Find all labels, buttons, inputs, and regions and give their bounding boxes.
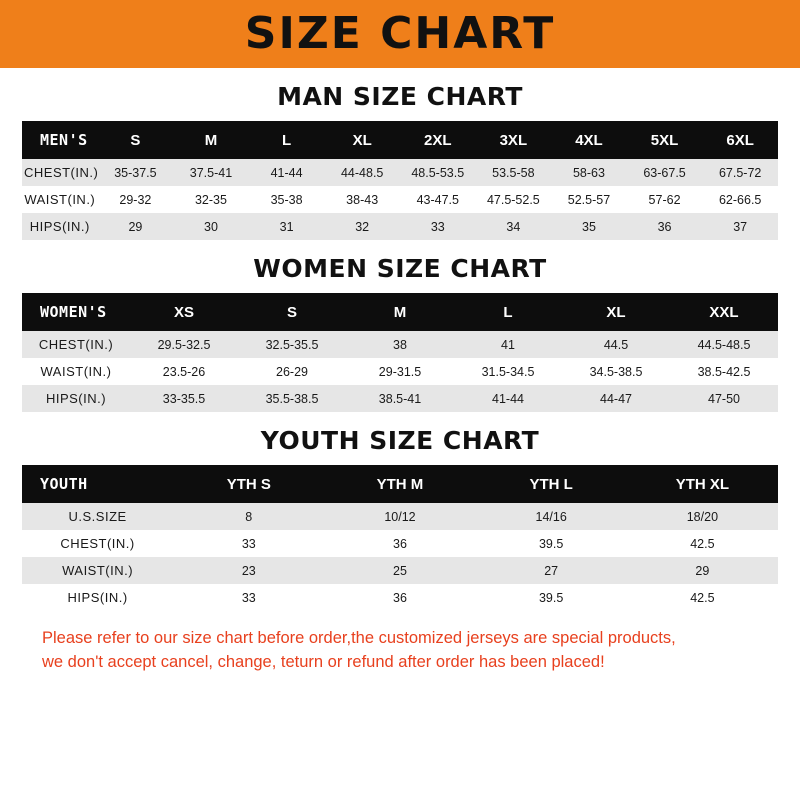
cell: 42.5: [627, 584, 778, 611]
row-label-us-size: U.S.SIZE: [22, 503, 173, 530]
col-header-yth-m: YTH M: [324, 465, 475, 503]
col-header-l: L: [249, 121, 325, 159]
cell: 32.5-35.5: [238, 331, 346, 358]
cell: 34.5-38.5: [562, 358, 670, 385]
col-header-xl: XL: [324, 121, 400, 159]
table-header-row: [22, 293, 778, 331]
cell: 30: [173, 213, 249, 240]
cell: 62-66.5: [702, 186, 778, 213]
col-header-xl: XL: [562, 293, 670, 331]
table-row: [22, 503, 778, 530]
cell: 25: [324, 557, 475, 584]
col-header-2xl: 2XL: [400, 121, 476, 159]
header-band: [0, 0, 800, 68]
cell: 38: [346, 331, 454, 358]
men-size-table: [22, 121, 778, 240]
cell: 47-50: [670, 385, 778, 412]
cell: 44.5: [562, 331, 670, 358]
cell: 29-32: [98, 186, 174, 213]
cell: 33: [400, 213, 476, 240]
content-area: [0, 82, 800, 675]
col-header-s: S: [98, 121, 174, 159]
cell: 36: [324, 584, 475, 611]
row-label-chest: CHEST(IN.): [22, 331, 130, 358]
cell: 41-44: [249, 159, 325, 186]
cell: 35-38: [249, 186, 325, 213]
cell: 31: [249, 213, 325, 240]
row-label-hips: HIPS(IN.): [22, 213, 98, 240]
table-row: [22, 213, 778, 240]
col-header-4xl: 4XL: [551, 121, 627, 159]
cell: 23: [173, 557, 324, 584]
col-header-3xl: 3XL: [476, 121, 552, 159]
col-header-5xl: 5XL: [627, 121, 703, 159]
col-header-yth-s: YTH S: [173, 465, 324, 503]
cell: 38-43: [324, 186, 400, 213]
women-size-table: [22, 293, 778, 412]
cell: 58-63: [551, 159, 627, 186]
cell: 36: [324, 530, 475, 557]
cell: 47.5-52.5: [476, 186, 552, 213]
cell: 44-48.5: [324, 159, 400, 186]
cell: 33: [173, 584, 324, 611]
cell: 29.5-32.5: [130, 331, 238, 358]
cell: 34: [476, 213, 552, 240]
cell: 42.5: [627, 530, 778, 557]
col-header-s: S: [238, 293, 346, 331]
col-header-m: M: [173, 121, 249, 159]
col-header-men-label: MEN'S: [22, 121, 98, 159]
table-row: [22, 530, 778, 557]
table-row: [22, 186, 778, 213]
cell: 33-35.5: [130, 385, 238, 412]
footer-note: [22, 627, 778, 675]
cell: 39.5: [476, 530, 627, 557]
cell: 53.5-58: [476, 159, 552, 186]
row-label-waist: WAIST(IN.): [22, 557, 173, 584]
row-label-chest: CHEST(IN.): [22, 530, 173, 557]
cell: 48.5-53.5: [400, 159, 476, 186]
cell: 23.5-26: [130, 358, 238, 385]
cell: 29-31.5: [346, 358, 454, 385]
col-header-youth-label: YOUTH: [22, 465, 173, 503]
cell: 33: [173, 530, 324, 557]
col-header-yth-xl: YTH XL: [627, 465, 778, 503]
col-header-xxl: XXL: [670, 293, 778, 331]
table-row: [22, 385, 778, 412]
cell: 41-44: [454, 385, 562, 412]
cell: 32: [324, 213, 400, 240]
cell: 38.5-42.5: [670, 358, 778, 385]
table-row: [22, 159, 778, 186]
row-label-hips: HIPS(IN.): [22, 584, 173, 611]
footer-note-line1: Please refer to our size chart before order,the customized jerseys are special products,: [42, 629, 676, 647]
col-header-xs: XS: [130, 293, 238, 331]
cell: 44-47: [562, 385, 670, 412]
cell: 31.5-34.5: [454, 358, 562, 385]
footer-note-line2: we don't accept cancel, change, teturn or refund after order has been placed!: [42, 652, 605, 671]
cell: 8: [173, 503, 324, 530]
col-header-6xl: 6XL: [702, 121, 778, 159]
col-header-yth-l: YTH L: [476, 465, 627, 503]
table-row: [22, 331, 778, 358]
cell: 38.5-41: [346, 385, 454, 412]
cell: 63-67.5: [627, 159, 703, 186]
cell: 27: [476, 557, 627, 584]
row-label-chest: CHEST(IN.): [22, 159, 98, 186]
cell: 67.5-72: [702, 159, 778, 186]
cell: 37: [702, 213, 778, 240]
cell: 36: [627, 213, 703, 240]
cell: 14/16: [476, 503, 627, 530]
table-row: [22, 358, 778, 385]
row-label-waist: WAIST(IN.): [22, 186, 98, 213]
cell: 32-35: [173, 186, 249, 213]
cell: 57-62: [627, 186, 703, 213]
cell: 29: [98, 213, 174, 240]
cell: 35.5-38.5: [238, 385, 346, 412]
section-title-men: MAN SIZE CHART: [277, 82, 523, 111]
row-label-waist: WAIST(IN.): [22, 358, 130, 385]
cell: 29: [627, 557, 778, 584]
cell: 10/12: [324, 503, 475, 530]
cell: 52.5-57: [551, 186, 627, 213]
table-row: [22, 584, 778, 611]
col-header-l: L: [454, 293, 562, 331]
cell: 35-37.5: [98, 159, 174, 186]
col-header-m: M: [346, 293, 454, 331]
cell: 18/20: [627, 503, 778, 530]
section-title-youth: YOUTH SIZE CHART: [260, 426, 540, 455]
page-title: SIZE CHART: [244, 8, 556, 59]
table-header-row: [22, 465, 778, 503]
section-title-women: WOMEN SIZE CHART: [253, 254, 547, 283]
youth-size-table: [22, 465, 778, 611]
row-label-hips: HIPS(IN.): [22, 385, 130, 412]
table-header-row: [22, 121, 778, 159]
cell: 41: [454, 331, 562, 358]
table-row: [22, 557, 778, 584]
col-header-women-label: WOMEN'S: [22, 293, 130, 331]
cell: 37.5-41: [173, 159, 249, 186]
cell: 44.5-48.5: [670, 331, 778, 358]
cell: 35: [551, 213, 627, 240]
cell: 39.5: [476, 584, 627, 611]
cell: 43-47.5: [400, 186, 476, 213]
cell: 26-29: [238, 358, 346, 385]
